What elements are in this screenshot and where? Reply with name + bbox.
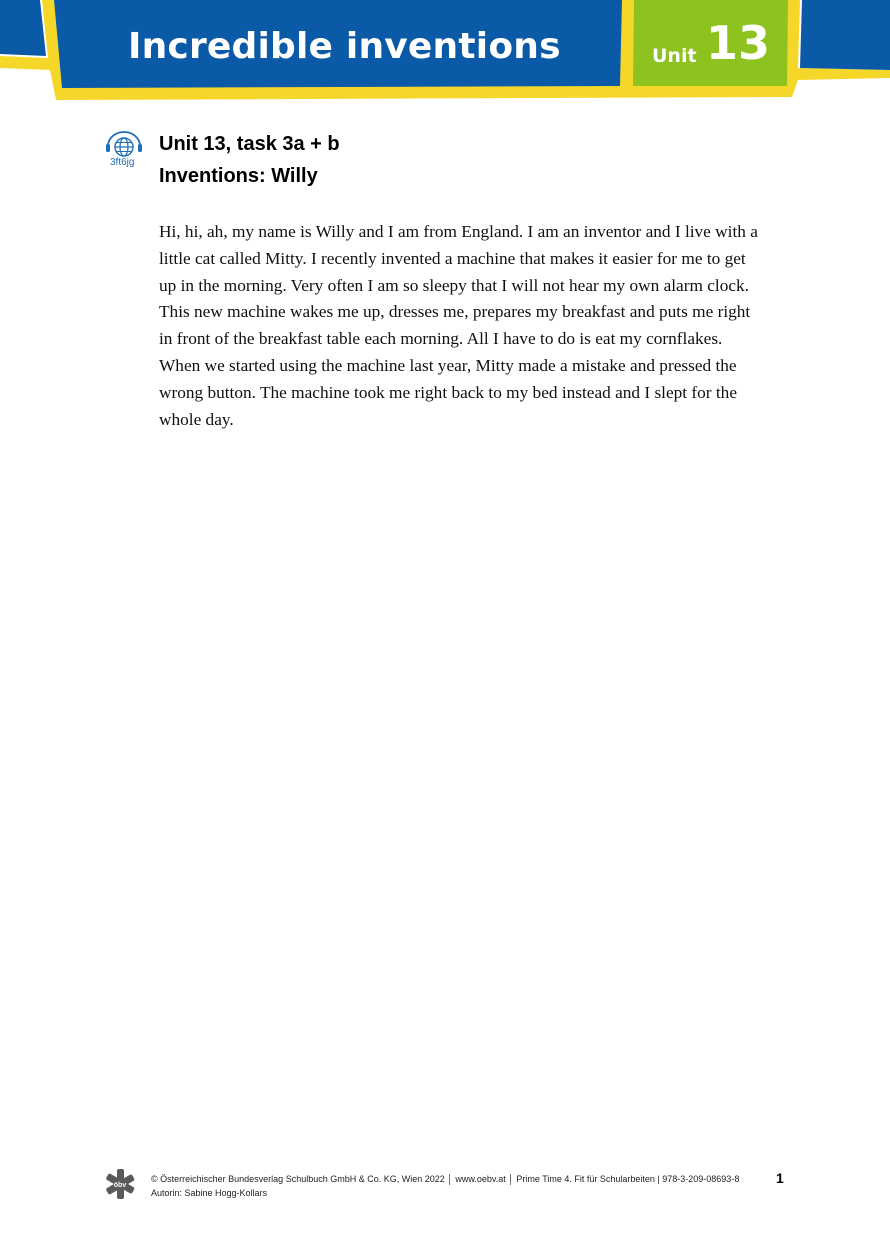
unit-label: Unit xyxy=(652,45,697,67)
footer xyxy=(151,1172,739,1200)
oebv-logo xyxy=(104,1168,136,1200)
audio-code: 3ft6jg xyxy=(110,157,135,168)
banner-title: Incredible inventions xyxy=(128,26,561,67)
task-heading xyxy=(159,128,340,192)
text-line: Hi, hi, ah, my name is Willy and I am from England. I am an inventor and I live with a xyxy=(159,222,758,241)
task-title: Unit 13, task 3a + b xyxy=(159,133,340,155)
footer-copyright: © Österreichischer Bundesverlag Schulbuch GmbH & Co. KG, Wien 2022 │ www.oebv.at │ Prime Time 4. Fit für Schularbeiten | 978-3-209-08693-8 xyxy=(151,1174,740,1184)
footer-author: Autorin: Sabine Hogg-Kollars xyxy=(151,1188,268,1198)
text-line: This new machine wakes me up, dresses me, prepares my breakfast and puts me right xyxy=(159,302,751,322)
text-line: whole day. xyxy=(159,409,234,429)
text-line: little cat called Mitty. I recently invented a machine that makes it easier for me to get xyxy=(159,248,746,268)
text-line: in front of the breakfast table each morning. All I have to do is eat my cornflakes. xyxy=(159,329,723,349)
transcript-text xyxy=(159,219,799,433)
text-line: up in the morning. Very often I am so sleepy that I will not hear my own alarm clock. xyxy=(159,275,749,295)
page-number: 1 xyxy=(776,1170,784,1186)
unit-number: 13 xyxy=(706,16,771,70)
text-line: wrong button. The machine took me right back to my bed instead and I slept for the xyxy=(159,382,737,402)
logo-text: öbv xyxy=(113,1182,127,1189)
task-subtitle: Inventions: Willy xyxy=(159,165,318,187)
text-line: When we started using the machine last year, Mitty made a mistake and pressed the xyxy=(159,355,737,375)
